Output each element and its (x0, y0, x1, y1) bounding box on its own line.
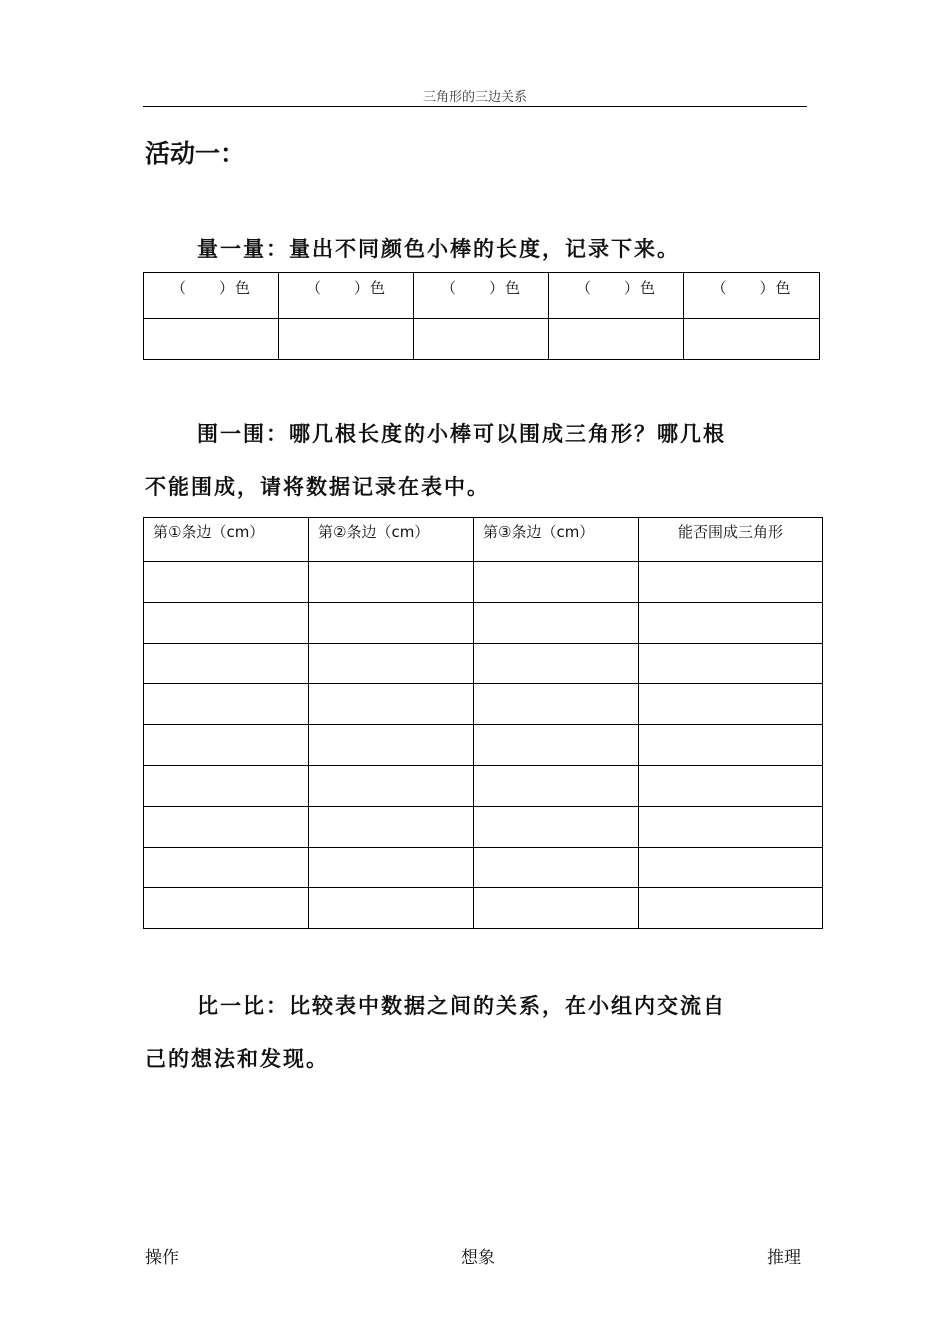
enclose-text-line1: 围一围：哪几根长度的小棒可以围成三角形？哪几根 (197, 422, 726, 446)
table-cell[interactable] (309, 847, 474, 888)
triangle-data-table (143, 517, 823, 929)
table-cell[interactable] (474, 725, 639, 766)
header-rule (143, 106, 807, 107)
compare-text-line2: 己的想法和发现。 (145, 1047, 329, 1071)
table-cell[interactable] (144, 643, 309, 684)
length-input-cell[interactable] (144, 319, 279, 360)
footer-left: 操作 (145, 1248, 179, 1268)
can-form-triangle-header: 能否围成三角形 (639, 518, 823, 562)
table-cell[interactable] (639, 806, 823, 847)
measure-instruction (145, 223, 807, 276)
table-cell[interactable] (639, 847, 823, 888)
table-cell[interactable] (144, 847, 309, 888)
table-row (144, 684, 823, 725)
table-cell[interactable] (474, 765, 639, 806)
table-cell[interactable] (309, 888, 474, 929)
color-header-cell: （ ）色 (684, 273, 820, 319)
table-cell[interactable] (309, 765, 474, 806)
length-input-cell[interactable] (279, 319, 414, 360)
side-2-header: 第②条边（cm） (309, 518, 474, 562)
page-header-title: 三角形的三边关系 (422, 90, 527, 105)
table-cell[interactable] (474, 602, 639, 643)
table-cell[interactable] (474, 562, 639, 603)
table-cell[interactable] (639, 562, 823, 603)
table-cell[interactable] (309, 806, 474, 847)
table-row (144, 806, 823, 847)
side-3-header: 第③条边（cm） (474, 518, 639, 562)
table-row (144, 847, 823, 888)
color-header-cell: （ ）色 (414, 273, 549, 319)
table-header-row (144, 273, 820, 319)
table-cell[interactable] (309, 602, 474, 643)
table-cell[interactable] (639, 888, 823, 929)
table-cell[interactable] (639, 684, 823, 725)
table-cell[interactable] (474, 888, 639, 929)
table-cell[interactable] (144, 684, 309, 725)
length-input-cell[interactable] (684, 319, 820, 360)
table-cell[interactable] (474, 643, 639, 684)
length-input-cell[interactable] (549, 319, 684, 360)
color-length-table (143, 272, 820, 360)
table-row (144, 765, 823, 806)
table-cell[interactable] (639, 643, 823, 684)
table-cell[interactable] (639, 765, 823, 806)
table-row (144, 725, 823, 766)
table-cell[interactable] (144, 806, 309, 847)
table-cell[interactable] (144, 725, 309, 766)
table-header-row (144, 518, 823, 562)
activity-title: 活动一： (145, 139, 246, 168)
table-row (144, 562, 823, 603)
table-cell[interactable] (144, 602, 309, 643)
table-cell[interactable] (474, 684, 639, 725)
length-input-cell[interactable] (414, 319, 549, 360)
table-cell[interactable] (474, 806, 639, 847)
table-cell[interactable] (639, 725, 823, 766)
table-row (144, 319, 820, 360)
table-cell[interactable] (639, 602, 823, 643)
table-cell[interactable] (309, 684, 474, 725)
compare-instruction (145, 980, 807, 1086)
enclose-instruction (145, 408, 807, 514)
table-cell[interactable] (144, 562, 309, 603)
color-header-cell: （ ）色 (549, 273, 684, 319)
table-cell[interactable] (309, 725, 474, 766)
compare-text-line1: 比一比：比较表中数据之间的关系，在小组内交流自 (197, 994, 726, 1018)
table-row (144, 888, 823, 929)
color-header-cell: （ ）色 (144, 273, 279, 319)
table-cell[interactable] (144, 765, 309, 806)
enclose-text-line2: 不能围成，请将数据记录在表中。 (145, 475, 490, 499)
side-1-header: 第①条边（cm） (144, 518, 309, 562)
table-cell[interactable] (144, 888, 309, 929)
table-cell[interactable] (474, 847, 639, 888)
footer-center: 想象 (461, 1248, 495, 1268)
footer-right: 推理 (767, 1248, 801, 1268)
table-cell[interactable] (309, 643, 474, 684)
table-row (144, 643, 823, 684)
table-row (144, 602, 823, 643)
measure-text: 量一量：量出不同颜色小棒的长度，记录下来。 (197, 237, 680, 261)
table-cell[interactable] (309, 562, 474, 603)
color-header-cell: （ ）色 (279, 273, 414, 319)
